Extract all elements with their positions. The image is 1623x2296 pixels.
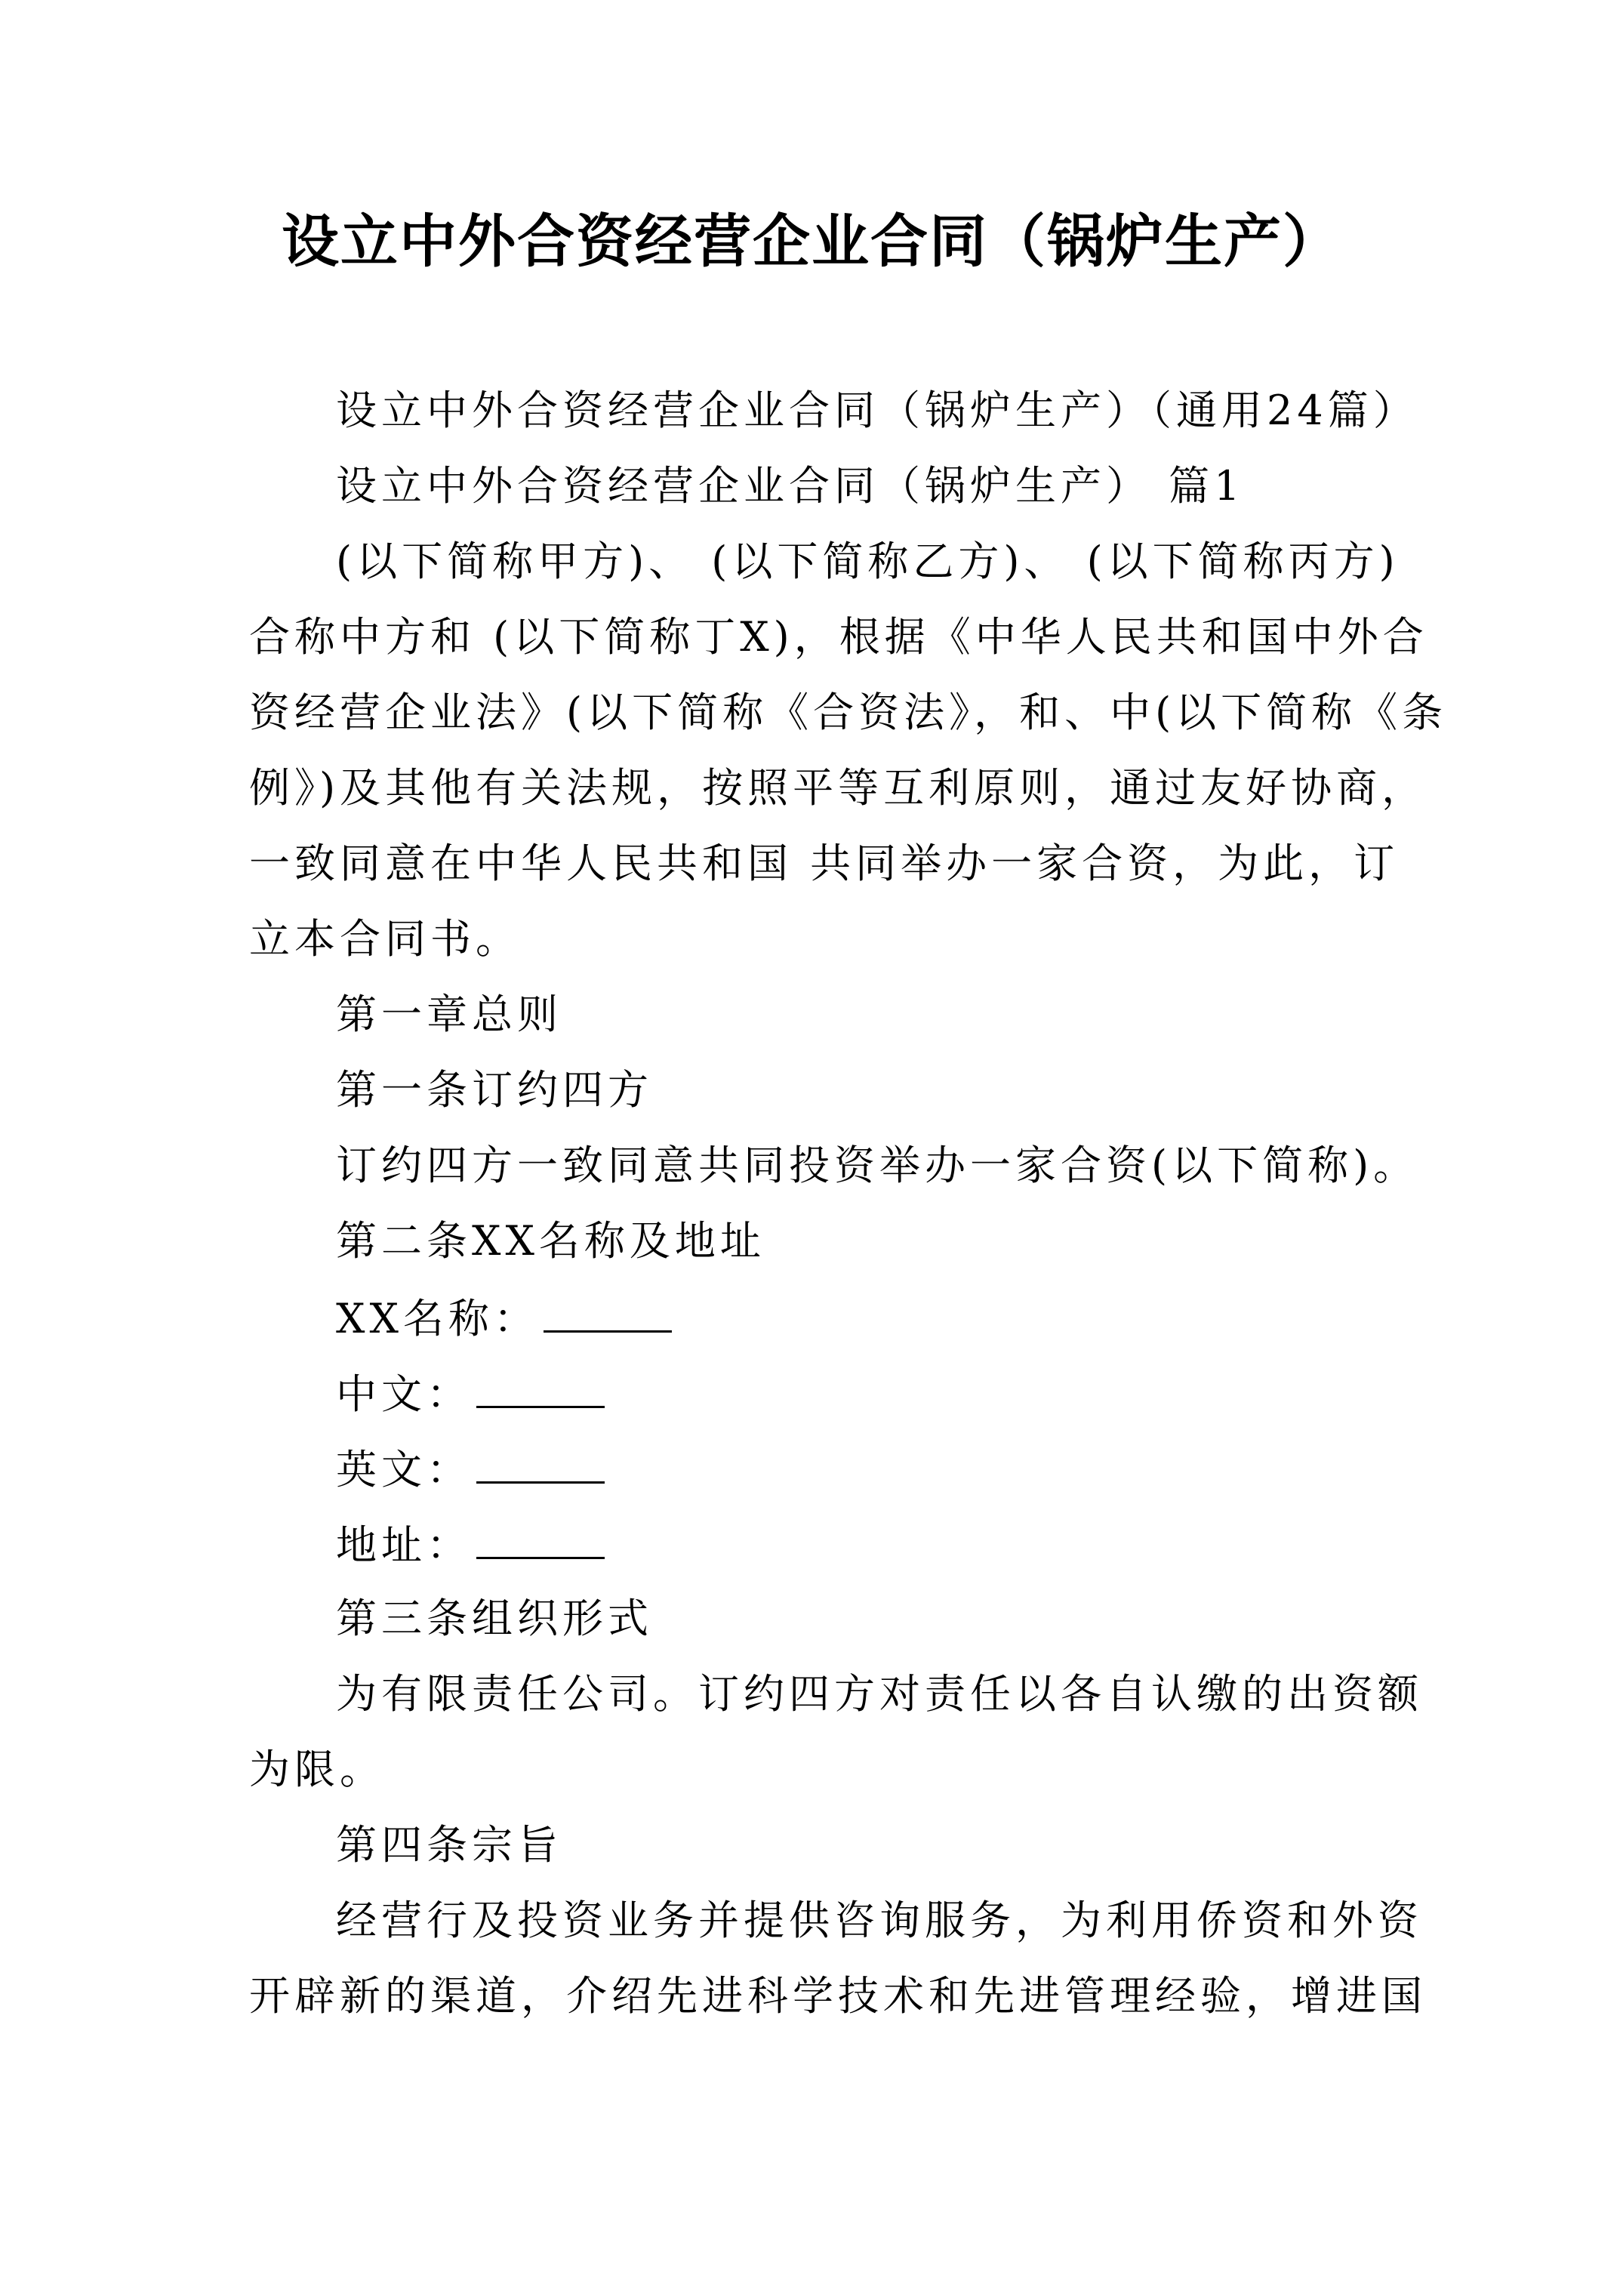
- chinese-label: 中文：: [336, 1370, 472, 1418]
- address-blank: [476, 1519, 605, 1559]
- intro-line-1: (以下简称甲方)、 (以下简称乙方)、 (以下简称丙方): [336, 538, 1400, 585]
- english-field-row: [336, 1444, 605, 1494]
- intro-line-5: 一致同意在中华人民共和国 共同举办一家合资，为此，订: [249, 840, 1400, 887]
- document-title: 设立中外合资经营企业合同（锅炉生产）: [282, 208, 1341, 275]
- chapter-heading: 第一章总则: [336, 991, 562, 1038]
- intro-line-3: 资经营企业法》(以下简称《合资法》，和、中(以下简称《条: [249, 689, 1448, 736]
- english-blank: [476, 1444, 605, 1484]
- piece-heading: 设立中外合资经营企业合同（锅炉生产） 篇1: [336, 462, 1245, 510]
- name-field-row: [336, 1293, 672, 1343]
- name-blank: [544, 1293, 672, 1333]
- article-3-body-line-2: 为限。: [249, 1746, 385, 1793]
- article-3-heading: 第三条组织形式: [336, 1595, 653, 1642]
- address-field-row: [336, 1519, 605, 1570]
- article-2-heading: 第二条XX名称及地址: [336, 1217, 765, 1265]
- intro-line-4: 例》)及其他有关法规，按照平等互利原则，通过友好协商，: [249, 764, 1427, 812]
- document-subtitle: 设立中外合资经营企业合同（锅炉生产）（通用24篇）: [336, 387, 1418, 434]
- chinese-blank: [476, 1368, 605, 1408]
- article-1-body: 订约四方一致同意共同投资举办一家合资(以下简称)。: [336, 1142, 1419, 1189]
- intro-line-2: 合称中方和 (以下简称丁X)，根据《中华人民共和国中外合: [249, 613, 1428, 661]
- article-3-body-line-1: 为有限责任公司。订约四方对责任以各自认缴的出资额: [336, 1670, 1423, 1718]
- article-4-heading: 第四条宗旨: [336, 1821, 562, 1869]
- article-4-body-line-2: 开辟新的渠道，介绍先进科学技术和先进管理经验，增进国: [249, 1972, 1427, 2020]
- article-4-body-line-1: 经营行及投资业务并提供咨询服务，为利用侨资和外资: [336, 1897, 1423, 1944]
- name-label: XX名称：: [336, 1295, 539, 1342]
- english-label: 英文：: [336, 1446, 472, 1493]
- intro-line-6: 立本合同书。: [249, 915, 521, 963]
- article-1-heading: 第一条订约四方: [336, 1066, 653, 1114]
- chinese-field-row: [336, 1368, 605, 1419]
- address-label: 地址：: [336, 1521, 472, 1569]
